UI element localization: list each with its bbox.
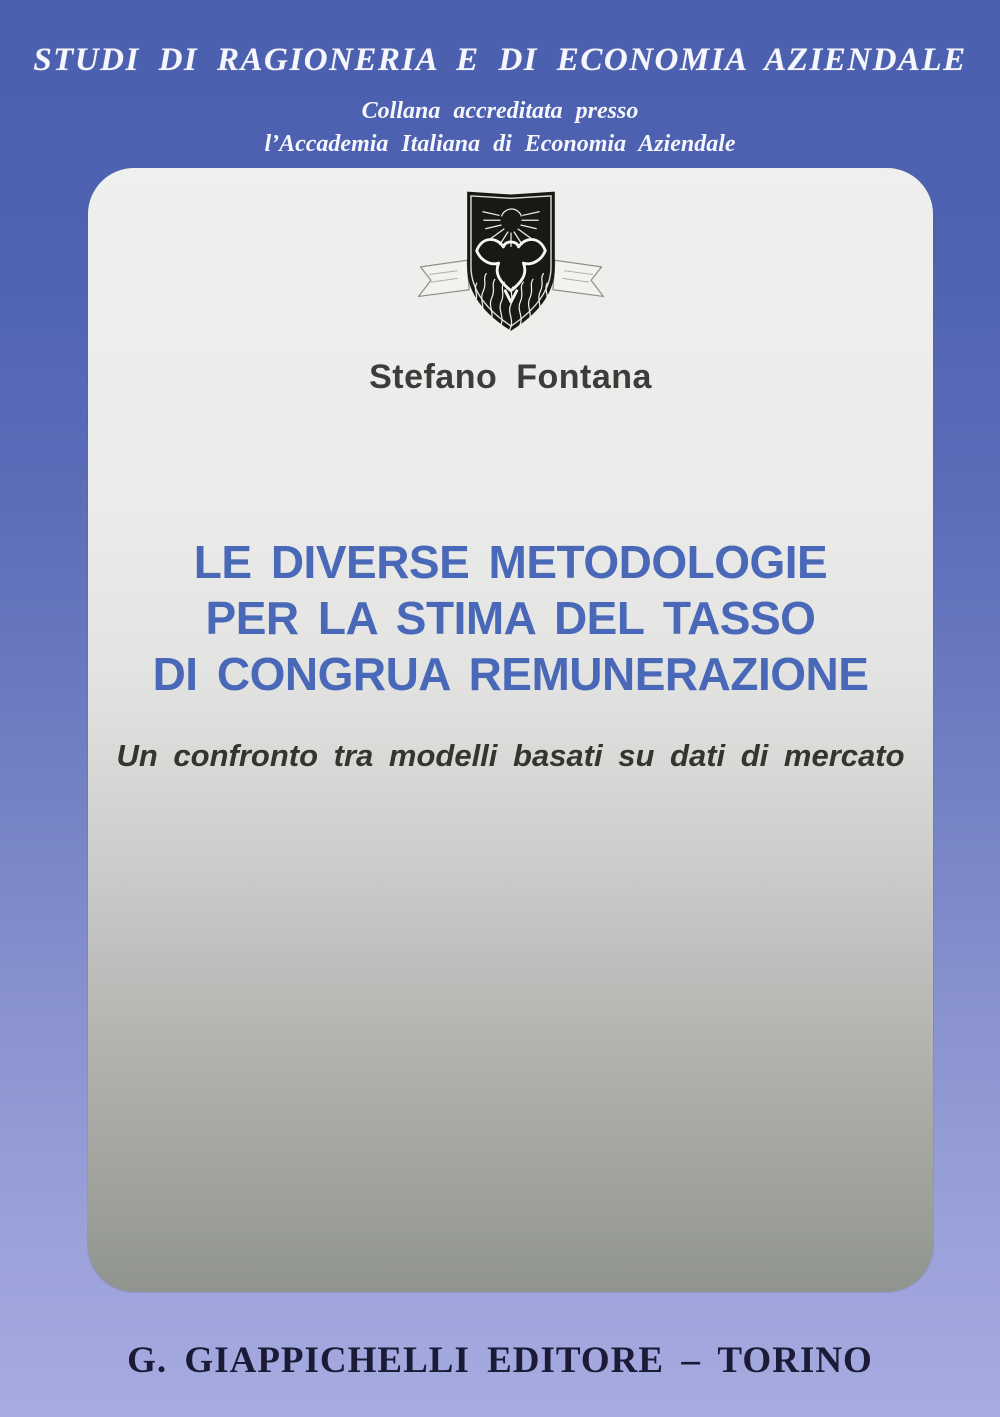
book-title	[88, 534, 933, 702]
author-name: Stefano Fontana	[369, 358, 652, 396]
series-title: STUDI DI RAGIONERIA E DI ECONOMIA AZIENDALE	[33, 42, 967, 78]
publisher-name: G. GIAPPICHELLI EDITORE – TORINO	[127, 1340, 873, 1381]
book-title-line-1: LE DIVERSE METODOLOGIE	[193, 536, 828, 588]
book-subtitle: Un confronto tra modelli basati su dati di mercato	[116, 738, 905, 773]
book-title-line-3: DI CONGRUA REMUNERAZIONE	[152, 648, 869, 700]
series-accreditation-line-2: l’Accademia Italiana di Economia Aziendale	[264, 131, 736, 157]
book-title-line-2: PER LA STIMA DEL TASSO	[205, 592, 816, 644]
series-accreditation-line-1: Collana accreditata presso	[361, 98, 639, 124]
phoenix-shield-emblem-icon	[406, 184, 616, 346]
cover-panel	[88, 168, 933, 1292]
